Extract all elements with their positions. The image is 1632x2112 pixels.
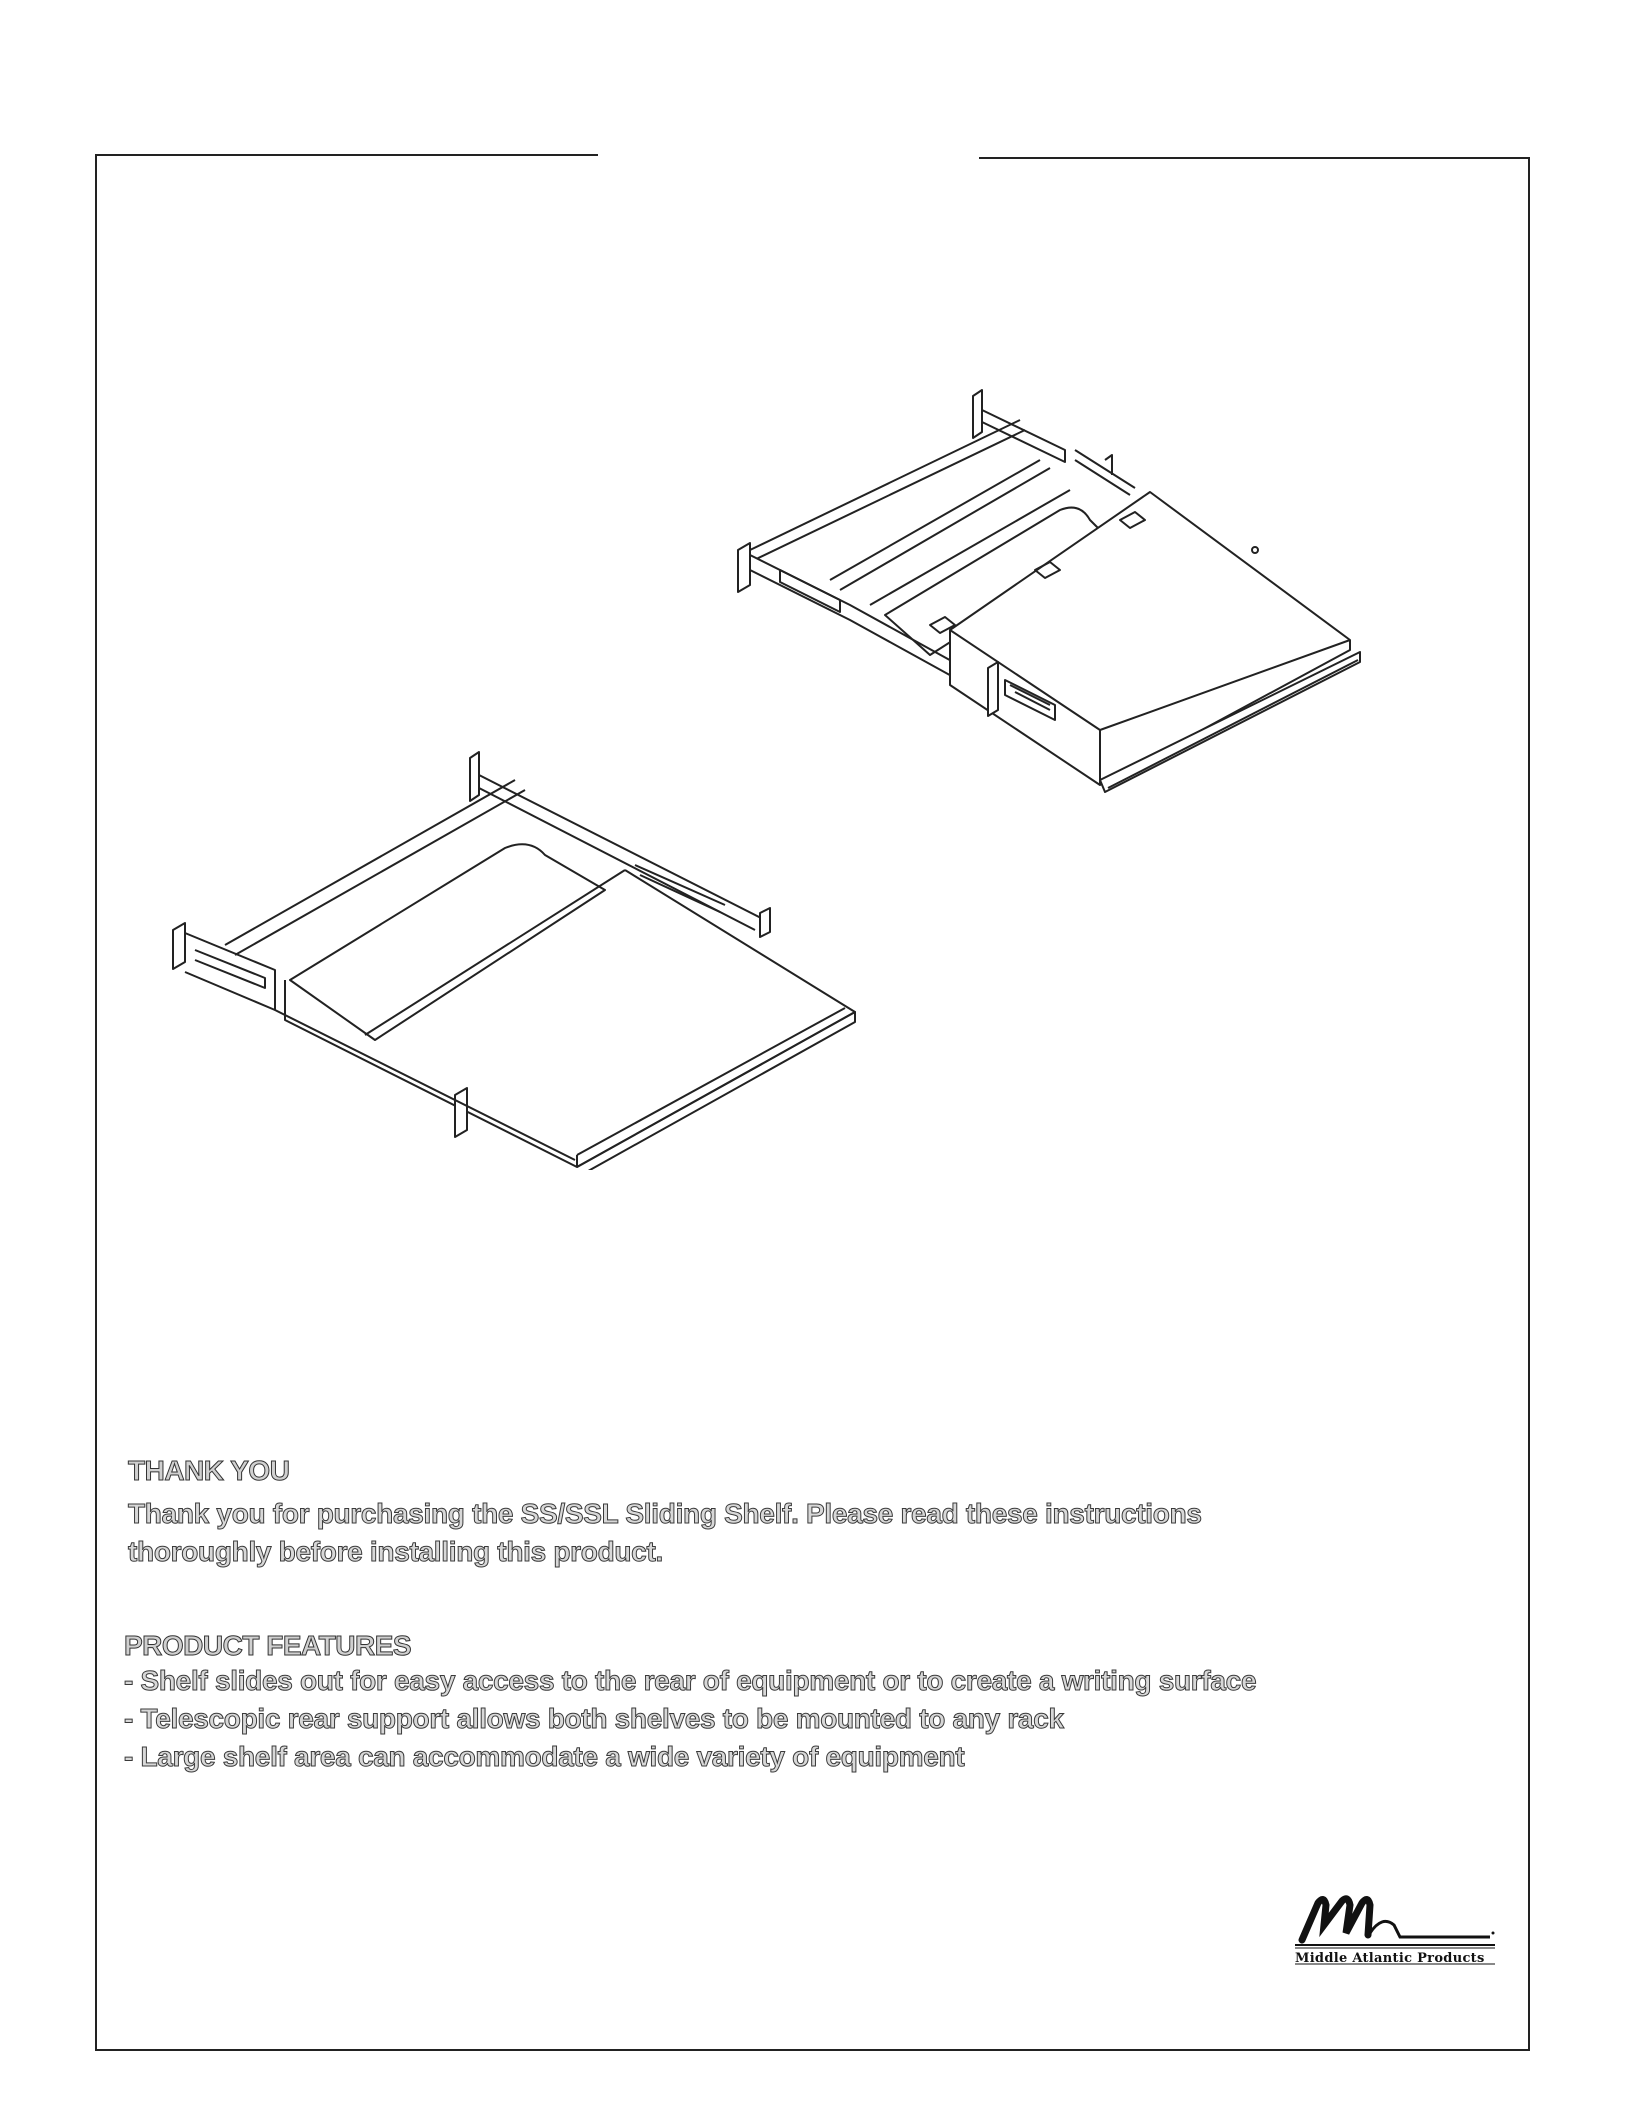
frame-top-right bbox=[979, 157, 1529, 159]
sliding-shelf-closed-drawing bbox=[165, 750, 865, 1170]
feature-item: - Telescopic rear support allows both shelves to be mounted to any rack bbox=[124, 1703, 1064, 1734]
product-features-list bbox=[124, 1662, 1256, 1776]
feature-item: - Large shelf area can accommodate a wide variety of equipment bbox=[124, 1741, 965, 1772]
sliding-shelf-extended-drawing bbox=[720, 380, 1370, 810]
logo-caption: Middle Atlantic Products bbox=[1295, 1951, 1485, 1966]
thank-you-body-line1: Thank you for purchasing the SS/SSL Sliding Shelf. Please read these instructions bbox=[128, 1498, 1202, 1529]
product-features-heading: PRODUCT FEATURES bbox=[124, 1630, 412, 1661]
thank-you-heading: THANK YOU bbox=[128, 1455, 290, 1486]
frame-left bbox=[95, 154, 97, 2051]
feature-item: - Shelf slides out for easy access to the rear of equipment or to create a writing surface bbox=[124, 1665, 1257, 1696]
frame-right bbox=[1528, 157, 1530, 2051]
frame-top-left bbox=[95, 154, 598, 156]
thank-you-body-line2: thoroughly before installing this product. bbox=[128, 1536, 663, 1567]
frame-bottom bbox=[95, 2049, 1530, 2051]
